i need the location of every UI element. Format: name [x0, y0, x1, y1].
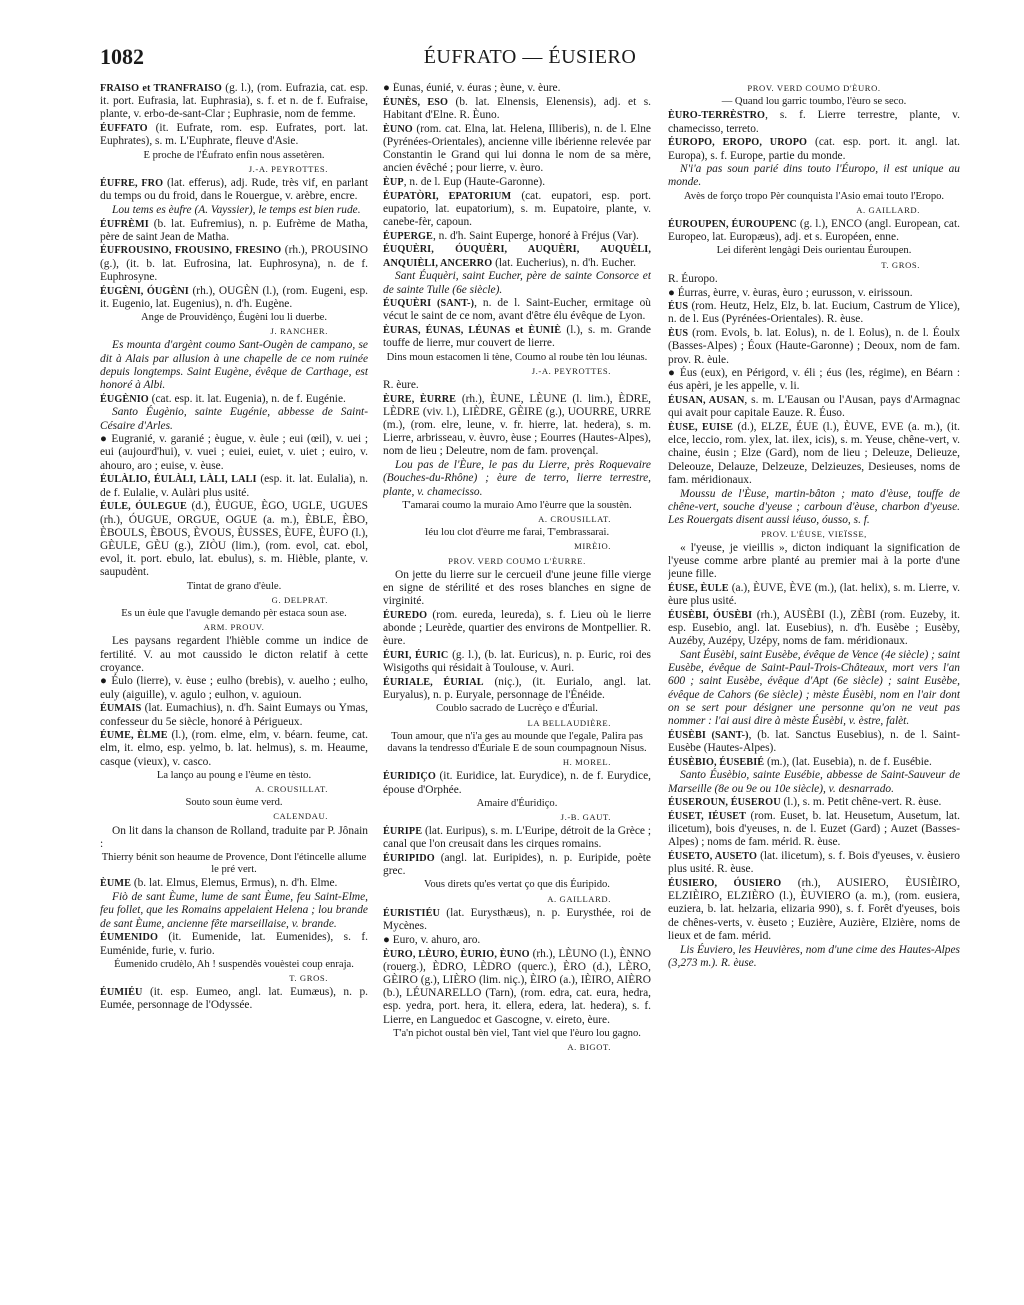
- quote-attribution: PROV. VERD COUMO D'ÈURO.: [747, 83, 881, 93]
- entry-headword: FRAISO et TRANFRAISO: [100, 83, 222, 94]
- dictionary-entry: [668, 729, 960, 755]
- entry-headword: ÉUFFATO: [100, 123, 148, 135]
- quote-attribution: T. GROS.: [289, 972, 328, 983]
- dictionary-entry: [383, 934, 651, 947]
- dictionary-entry: [383, 649, 651, 675]
- verse-quote: Iéu lou clot d'èurre me farai, T'embrassarai.: [424, 527, 610, 539]
- quote-attribution: J.-A. PEYROTTES.: [531, 365, 611, 376]
- verse-quote: E proche de l'Éufrato enfin nous assetèren.: [143, 149, 325, 161]
- entry-headword: ÉUMENIDO: [100, 932, 158, 944]
- verse-quote: Dins moun estacomen li tène, Coumo al roube tèn lou léunas.: [386, 351, 648, 363]
- entry-headword: ÉUMIÉU: [100, 987, 143, 999]
- dictionary-entry: [383, 176, 651, 189]
- entry-headword: ÉUPATÒRI, EPATORIUM: [383, 190, 512, 202]
- entry-definition: ● Eugranié, v. garanié ; èugue, v. èule ; eui (œil), v. uei ; eui (aujourd'hui), v. vuei ; euiei, euiet, v. uiet ; euiro, v. ahouro, aro ; euise, v. èuse.: [100, 433, 368, 472]
- verse-quote: Éumenido crudèlo, Ah ! suspendès vouèstei coup enraja.: [114, 958, 354, 970]
- entry-definition: (rom. Evols, b. lat. Eolus), n. de l. Eolus), n. de l. Éoulx (Basses-Alpes) ; Éoux (Haute-Garonne) ; Deoux, nom de fam. prov. R. èule.: [668, 327, 960, 366]
- dictionary-entry: [100, 285, 368, 311]
- dictionary-entry: [383, 190, 651, 230]
- entry-headword: ÉUSÈBI, ÓUSÈBI: [668, 609, 753, 621]
- quote-attribution: PROV. L'ÉUSE, VIEÏSSE,: [761, 528, 867, 539]
- usage-example: Lou tems es èufre (A. Vayssier), le temps est bien rude.: [112, 203, 361, 216]
- dictionary-entry: [100, 500, 368, 579]
- entry-definition: (l.), s. m. Petit chêne-vert. R. èuse.: [780, 796, 942, 809]
- entry-definition: , n. de l. Eup (Haute-Garonne).: [403, 175, 546, 188]
- entry-headword: ÉUSETO, AUSETO: [668, 851, 758, 863]
- dictionary-entry: [383, 96, 651, 122]
- entry-definition: , n. de l. Saint-Eucher, ermitage où vécut le saint de ce nom, avant d'être élu évêque de Lyon.: [383, 297, 651, 323]
- entry-definition: R. èure.: [383, 378, 419, 391]
- dictionary-entry: [668, 273, 960, 286]
- dictionary-entry: [383, 230, 651, 243]
- entry-headword: ÉUROUPEN, ÉUROUPENC: [668, 219, 797, 231]
- entry-definition: (g. l.), (b. lat. Euricus), n. p. Euric, roi des Wisigoths qui résidait à Toulouse, v. Auri.: [383, 649, 651, 675]
- entry-headword: ÉUNÈS, ESO: [383, 96, 449, 108]
- dictionary-entry: [668, 609, 960, 649]
- entry-definition: (rom. eureda, leureda), s. f. Lieu où le lierre abonde ; Leurède, quartier des environs de Montpellier. R. èure.: [383, 608, 651, 648]
- dictionary-entry: [383, 825, 651, 851]
- entry-headword: ÉURISTIÉU: [383, 907, 440, 919]
- dictionary-entry: [100, 433, 368, 473]
- column-2: [383, 82, 651, 1277]
- dictionary-entry: [668, 756, 960, 769]
- quote-attribution: T. GROS.: [881, 259, 920, 270]
- entry-definition: , s. f. Lierre terrestre, plante, v. chamecisso, terreto.: [668, 109, 960, 135]
- entry-headword: ÉULÀLIO, ÉULÀLI, LÀLI, LALI: [100, 474, 257, 486]
- entry-definition: (d.), ÈUGUE, ÈGO, UGLE, UGUES (rh.), ÓUGUE, ORGUE, OGUE (a. m.), ÈBLE, ÈBO, ÈBOULS, ÈBOUS, ÈVOUS, ÈUSSES, ÈUFE, ÈUFO (l.), GÈULE, GÈU (g.), ZIÒU (lim.), (rom. evol, cat. ebol, evol, it. port. ebulo, lat. ebulus), s. m. Hièble, plante, v. saupudènt.: [100, 500, 368, 579]
- commentary-paragraph: « l'yeuse, je vieillis », dicton indiquant la signification de l'yeuse comme arbre planté au premier mai à la porte d'une jeune fille.: [668, 541, 960, 581]
- running-title: ÉUFRATO — ÉUSIERO: [423, 46, 637, 68]
- entry-headword: ÉUQUÈRI, ÓUQUÈRI, AUQUÈRI, AUQUÈLI, ANQUIÈLI, ANCERRO: [383, 244, 651, 269]
- entry-definition: (b. lat. Elmus, Elemus, Ermus), n. d'h. Elme.: [130, 877, 338, 890]
- entry-definition: ● Éus (eux), en Périgord, v. éli ; éus (les, régime), en Béarn : éus apèri, je les appelle, v. li.: [668, 367, 960, 393]
- usage-example: Santo Éugènio, sainte Eugénie, abbesse de Saint-Césaire d'Arles.: [100, 406, 368, 432]
- entry-headword: ÉUGÈNI, ÓUGÈNI: [100, 285, 189, 297]
- entry-definition: (b. lat. Elnensis, Elenensis), adj. et s. Habitant d'Elne. R. Èuno.: [383, 95, 651, 121]
- dictionary-entry: [100, 877, 368, 890]
- entry-headword: ÈUNO: [383, 123, 413, 135]
- dictionary-entry: [100, 177, 368, 203]
- usage-example: Lis Éuviero, les Heuvières, nom d'une cime des Hautes-Alpes (3,273 m.). R. èuse.: [668, 943, 960, 969]
- quote-attribution: A. CROUSILLAT.: [538, 514, 611, 524]
- entry-definition: (g. l.), ENCO (angl. European, cat. Europeo, lat. Europæus), adj. et s. Européen, enne.: [668, 218, 960, 244]
- quote-attribution: H. MOREL.: [562, 757, 611, 768]
- entry-headword: ÈURAS, ÉUNAS, LÉUNAS et ÈUNIÈ: [383, 325, 562, 337]
- dictionary-entry: [383, 82, 651, 95]
- entry-definition: (it. Eufrate, rom. esp. Eufrates, port. lat. Euphrates), s. m. L'Euphrate, fleuve d'Asie.: [100, 122, 368, 148]
- entry-headword: ÉUFRE, FRO: [100, 177, 164, 189]
- page-header: [100, 44, 960, 74]
- entry-definition: , s. m. L'Eausan ou l'Ausan, pays d'Armagnac qui avait pour capitale Eauze. R. Éuso.: [668, 394, 960, 420]
- dictionary-entry: [100, 729, 368, 769]
- entry-headword: ÉUSET, IÉUSET: [668, 810, 747, 822]
- verse-quote: T'a'n pichot oustal bèn viel, Tant viel que l'èuro lou gagno.: [393, 1027, 641, 1039]
- entry-headword: ÉUGÈNIO: [100, 393, 149, 405]
- dictionary-entry: [668, 877, 960, 943]
- entry-definition: (angl. lat. Euripides), n. p. Euripide, poète grec.: [383, 852, 651, 878]
- dictionary-entry: [383, 123, 651, 176]
- entry-definition: (rh.), LÈUNO (l.), ÈNNO (rouerg.), ÈDRO, LÈDRO (querc.), ÈRO (d.), LÈRO, GÈIRO (g.), LIÈRO (lim. niç.), ÈIRO (a.), IÈIRO, AIÈRO (b.), LÉUNARELLO (Tarn), (rom. edra, cat. eura, hedra, esp. yedra, port. hera, it. ellera, edera, lat. hedera), s. f. Lierre, en Languedoc et Gascogne, v. eireto, èure.: [383, 947, 651, 1026]
- entry-definition: (rh.), OUGÈN (l.), (rom. Eugeni, esp. it. Eugenio, lat. Eugenius), n. d'h. Eugène.: [100, 284, 368, 310]
- entry-definition: (cat. eupatori, esp. port. eupatorio, lat. eupatorium), s. m. Eupatoire, plante, v. canebe-fèr, capoun.: [383, 189, 651, 229]
- entry-definition: (cat. esp. it. lat. Eugenia), n. de f. Eugénie.: [148, 392, 346, 405]
- dictionary-entry: [100, 82, 368, 122]
- entry-definition: ● Éurras, èurre, v. èuras, èuro ; eurusson, v. eirissoun.: [668, 286, 913, 299]
- entry-headword: ÉUSIERO, ÓUSIERO: [668, 877, 782, 889]
- entry-definition: (lat. ilicetum), s. f. Bois d'yeuses, v. èusiero plus usité. R. èuse.: [668, 850, 960, 876]
- entry-headword: ÉUREDO: [383, 609, 428, 621]
- entry-headword: ÈURO, LÈURO, ÈURIO, ÈUNO: [383, 948, 530, 960]
- verse-quote: Tintat de grano d'èule.: [186, 580, 282, 592]
- usage-example: Es mounta d'argènt coumo Sant-Ougèn de campano, se dit à Alais par allusion à une chapelle de ce nom ruinée depuis longtemps. Saint Eugène, évêque de Carthage, est honoré à Albi.: [100, 339, 368, 391]
- quote-attribution: J. RANCHER.: [270, 326, 328, 337]
- verse-quote: Avès de forço tropo Pèr counquista l'Asio emai touto l'Eropo.: [683, 190, 945, 202]
- entry-definition: (rom. cat. Elna, lat. Helena, Illiberis), n. de l. Elne (Pyrénées-Orientales), ancienne ville ibérienne relevée par Constantin le Grand qui lui donna le nom de sa mère, ancien évêché ; pour lierre, v. èuro.: [383, 122, 651, 175]
- quote-attribution: PROV. VERD COUMO L'ÈURRE.: [448, 555, 586, 566]
- entry-definition: (rh.), PROUSINO (g.), (it. b. lat. Eufrosina, lat. Euphrosyna), n. de f. Euphrosyne.: [100, 244, 368, 283]
- entry-definition: (g. l.), (rom. Eufrazia, cat. esp. it. port. Eufrasia, lat. Euphrasia), s. f. et n. de f. Eufraise, plante, v. erbo-de-sant-Clar ; Euphrasie, nom de femme.: [100, 82, 368, 121]
- quote-attribution: A. CROUSILLAT.: [255, 784, 328, 795]
- dictionary-entry: [668, 421, 960, 487]
- entry-headword: ÉUS: [668, 301, 689, 313]
- verse-quote: Vous direts qu'es vertat ço que dis Éuripido.: [424, 879, 610, 891]
- dictionary-entry: [383, 852, 651, 878]
- verse-quote: Thierry bénit son heaume de Provence, Dont l'étincelle allume le pré vert.: [101, 852, 367, 876]
- page-number: 1082: [100, 44, 144, 69]
- verse-quote: T'amarai coumo la muraio Amo l'èurre que la soustèn.: [402, 499, 632, 511]
- entry-definition: (b. lat. Eufremius), n. p. Eufrème de Matha, père de saint Jean de Matha.: [100, 217, 368, 243]
- commentary-paragraph: On jette du lierre sur le cercueil d'une jeune fille vierge en signe de stérilité et des roses blanches en signe de virginité.: [383, 568, 651, 608]
- verse-quote: Ange de Prouvidènço, Éugèni lou li duerbe.: [141, 311, 327, 323]
- dictionary-entry: [383, 770, 651, 796]
- entry-definition: (rh.), AUSIERO, ÈUSIÈIRO, ELZIÈIRO, ELZIÈRO (l.), ÈUVIERO (a. m.), (rom. eusiera, euziera, b. lat. helzaria, elizaria 990), s. f. Forêt d'yeuses, bois de chênes-verts, v. èuseto ; Euzière, Auzière, Elzière, noms de lieux et de fam. mérid.: [668, 876, 960, 942]
- dictionary-entry: [668, 218, 960, 244]
- dictionary-entry: [668, 300, 960, 326]
- quote-attribution: J.-A. PEYROTTES.: [248, 163, 328, 174]
- entry-definition: (lat. Eumachius), n. d'h. Saint Eumays ou Ymas, confesseur du 5e siècle, honoré à Périgueux.: [100, 702, 368, 728]
- dictionary-entry: [668, 394, 960, 420]
- entry-definition: (lat. efferus), adj. Rude, très vif, en parlant du temps ou du froid, dans le Rouergue, v. arèbre, encre.: [100, 176, 368, 203]
- entry-definition: (lat. Eucherius), n. d'h. Eucher.: [492, 256, 637, 269]
- column-1: [100, 82, 368, 1277]
- quote-attribution: A. BIGOT.: [567, 1041, 611, 1052]
- entry-headword: ÉURIDIÇO: [383, 771, 436, 783]
- dictionary-entry: [100, 393, 368, 406]
- entry-headword: ÉUSÈBIO, ÉUSEBIÉ: [668, 756, 765, 768]
- verse-quote: Toun amour, que n'i'a ges au mounde que l'egale, Palira pas davans la tendresso d'Éuriale E de soun coumpagnoun Nisus.: [387, 730, 647, 754]
- dictionary-entry: [100, 244, 368, 284]
- entry-headword: ÉULE, ÓULEGUE: [100, 501, 187, 513]
- commentary-paragraph: Les paysans regardent l'hièble comme un indice de fertilité. V. au mot caussido le dicton relatif à cette croyance.: [100, 635, 368, 674]
- verse-quote: Es un èule que l'avugle demando pèr estaca soun ase.: [121, 607, 347, 619]
- dictionary-entry: [668, 850, 960, 876]
- quote-attribution: CALENDAU.: [273, 811, 328, 822]
- dictionary-entry: [383, 393, 651, 459]
- entry-headword: ÈUS: [668, 328, 689, 340]
- entry-definition: , (b. lat. Sanctus Eusebius), n. de l. Saint-Eusèbe (Hautes-Alpes).: [668, 728, 960, 754]
- dictionary-entry: [100, 931, 368, 957]
- usage-example: Sant Éuquèri, saint Eucher, père de sainte Consorce et de sainte Tulle (6e siècle).: [383, 270, 651, 296]
- usage-example: Sant Éusèbi, saint Eusèbe, évêque de Vence (4e siècle) ; saint Eusèbe, évêque de Saint-Paul-Trois-Châteaux, mort vers l'an 600 ; saint Eusèbe, évêque d'Apt (6e siècle) ; saint Eusèbe, évêque de Cahors (6e siècle) ; mèste Éusèbi, nom en l'air dont on se sert pour désigner une personne qu'on ne veut pas nommer : l'ai ausi dire à mèste Éusèbi, v. èstre, falèt.: [668, 649, 960, 728]
- entry-headword: ÉUSE, ÈULE: [668, 583, 729, 595]
- dictionary-entry: [100, 986, 368, 1012]
- entry-definition: ● Éulo (lierre), v. èuse ; eulho (brebis), v. auelho ; eulho, euly (aiguille), v. agulo ; eulhon, v. aguioun.: [100, 675, 368, 701]
- entry-definition: (esp. it. lat. Eulalia), n. de f. Eulalie, v. Aulàri plus usité.: [100, 473, 368, 499]
- entry-headword: ÉURIALE, ÉURIAL: [383, 676, 484, 688]
- entry-headword: ÉURI, ÉURIC: [383, 650, 449, 662]
- quote-attribution: MIRÈIO.: [574, 541, 611, 552]
- entry-definition: (rh.), ÈUNE, LÈUNE (l. lim.), ÈDRE, LÈDRE (viv. l.), LIÈDRE, GÈIRE (g.), UOURRE, URRE (m.), (rom. elre, leune, v. fr. hierre, lat. hedera), s. m. Lierre, arbrisseau, v. èuvro, èuse ; Eourres (Hautes-Alpes), nom de lieu ; Deleutre, nom de fam. provençal.: [383, 392, 651, 458]
- verse-quote: La lanço au poung e l'èume en tèsto.: [156, 769, 312, 781]
- quote-attribution: J.-B. GAUT.: [560, 811, 611, 822]
- dictionary-entry: [100, 702, 368, 728]
- commentary-paragraph: On lit dans la chanson de Rolland, traduite par P. Jônain :: [100, 824, 368, 850]
- dictionary-entry: [668, 582, 960, 608]
- entry-headword: ÈURO-TERRÈSTRO: [668, 110, 766, 122]
- entry-headword: ÉUFRÈMI: [100, 218, 149, 230]
- entry-headword: ÉUSAN, AUSAN: [668, 395, 745, 407]
- entry-definition: (l.), s. m. Grande touffe de lierre, mur couvert de lierre.: [383, 324, 651, 350]
- verse-quote: — Quand lou garric toumbo, l'èuro se seco.: [721, 96, 907, 108]
- entry-headword: ÉUMAIS: [100, 703, 142, 715]
- usage-example: Lou pas de l'Èure, le pas du Lierre, près Roquevaire (Bouches-du-Rhône) ; èure de terro, lierre terrestre, plante, v. chamecisso.: [383, 459, 651, 498]
- dictionary-entry: [100, 122, 368, 148]
- column-3: [668, 82, 960, 1277]
- dictionary-entry: [383, 609, 651, 649]
- dictionary-entry: [100, 218, 368, 244]
- entry-definition: (it. esp. Eumeo, angl. lat. Eumæus), n. p. Eumée, personnage de l'Odyssée.: [100, 986, 368, 1012]
- dictionary-entry: [668, 136, 960, 162]
- usage-example: Santo Éusèbio, sainte Eusébie, abbesse de Saint-Sauveur de Marseille (8e ou 9e ou 10e siècle), v. desnarrado.: [668, 769, 960, 795]
- quote-attribution: LA BELLAUDIÈRE.: [527, 717, 611, 728]
- dictionary-entry: [668, 367, 960, 393]
- dictionary-entry: [668, 796, 960, 809]
- dictionary-entry: [100, 473, 368, 499]
- usage-example: N'i'a pas soun parié dins touto l'Éuropo, il est unique au monde.: [668, 163, 960, 189]
- entry-definition: (rom. Euset, b. lat. Heusetum, Ausetum, lat. ilicetum), bois d'yeuses, n. de l. Euzet (Gard) ; Auzet (Basses-Alpes) ; noms de fam. mérid. R. èuse.: [668, 809, 960, 849]
- dictionary-entry: [668, 287, 960, 300]
- entry-definition: ● Éunas, éunié, v. éuras ; èune, v. èure.: [383, 82, 561, 94]
- entry-headword: ÉUPERGE: [383, 230, 433, 242]
- dictionary-entry: [383, 676, 651, 702]
- verse-quote: Lei diferènt lengàgi Deis ourientau Éuroupen.: [716, 245, 912, 257]
- entry-headword: ÈUME: [100, 878, 131, 890]
- quote-attribution: ARM. PROUV.: [203, 622, 265, 633]
- entry-definition: (cat. esp. port. it. angl. lat. Europa), s. f. Europe, partie du monde.: [668, 136, 960, 162]
- entry-definition: R. Éuropo.: [668, 272, 718, 285]
- verse-quote: Souto soun èume verd.: [185, 797, 283, 809]
- entry-headword: ÉURIPIDO: [383, 853, 435, 865]
- verse-quote: Amaire d'Éuridiço.: [476, 797, 558, 809]
- entry-definition: , n. d'h. Saint Euperge, honoré à Fréjus (Var).: [432, 229, 639, 242]
- entry-headword: ÈUP: [383, 176, 404, 188]
- entry-definition: (niç.), (it. Eurialo, angl. lat. Euryalus), n. p. Euryale, personnage de l'Énéide.: [383, 675, 651, 702]
- dictionary-entry: [383, 324, 651, 350]
- quote-attribution: A. GAILLARD.: [856, 204, 920, 215]
- entry-headword: ÉURIPE: [383, 826, 423, 838]
- verse-quote: Coublo sacrado de Lucrèço e d'Éurial.: [436, 703, 598, 715]
- usage-example: Moussu de l'Èuse, martin-bâton ; mato d'èuse, touffe de chêne-vert, souche d'yeuse ; carboun d'èuse, charbon d'yeuse. Les Rouergats disent aussi iéuso, óusso, s. f.: [668, 487, 960, 526]
- entry-headword: ÉUQUÈRI (SANT-): [383, 298, 475, 310]
- entry-definition: (a.), ÈUVE, ÈVE (m.), (lat. helix), s. m. Lierre, v. èure plus usité.: [668, 582, 960, 608]
- entry-headword: ÉUSEROUN, ÉUSEROU: [668, 797, 781, 809]
- entry-definition: (d.), ELZE, ÉUE (l.), ÈUVE, EVE (a. m.), (it. elce, leccio, rom. ylex, lat. ilex, icis), s. m. Yeuse, chêne-vert, v. chaine, éusin ; Elze (Gard), nom de lieu ; Deleuze, Delieuze, Deleouze, Delauze, Delzeuze, Delzieuzes, Desieuses, noms de fam. méridionaux.: [668, 421, 960, 486]
- entry-headword: ÉUFROUSINO, FROUSINO, FRESINO: [100, 245, 282, 257]
- quote-attribution: A. GAILLARD.: [547, 893, 611, 904]
- entry-definition: (m.), (lat. Eusebia), n. de f. Eusébie.: [764, 755, 932, 768]
- dictionary-entry: [383, 948, 651, 1027]
- dictionary-entry: [668, 810, 960, 850]
- entry-headword: ÈUSE, EUISE: [668, 422, 734, 434]
- dictionary-entry: [383, 297, 651, 323]
- entry-definition: (rom. Heutz, Helz, Elz, b. lat. Eucium, Castrum de Ylice), n. de l. Eus (Pyrénées-Orientales). R. èuse.: [668, 300, 960, 326]
- dictionary-entry: [383, 907, 651, 933]
- entry-definition: (l.), (rom. elme, elm, v. béarn. feume, cat. elm, it. elmo, esp. yelmo, b. lat. helmus), s. m. Heaume, casque (vieux), v. casco.: [100, 729, 368, 768]
- entry-headword: ÉUSÈBI (SANT-): [668, 729, 749, 741]
- entry-definition: (it. Euridice, lat. Eurydice), n. de f. Eurydice, épouse d'Orphée.: [383, 770, 651, 796]
- entry-headword: ÈURE, ÈURRE: [383, 393, 457, 405]
- usage-example: Fiò de sant Èume, lume de sant Èume, feu Saint-Elme, feu follet, que les Romains appelaient Helena ; lou brande de sant Èume, ancienne fête marseillaise, v. brande.: [100, 891, 368, 930]
- dictionary-entry: [668, 109, 960, 135]
- entry-headword: ÉUROPO, EROPO, UROPO: [668, 137, 808, 149]
- quote-attribution: G. DELPRAT.: [271, 594, 328, 605]
- entry-definition: (lat. Euripus), s. m. L'Euripe, détroit de la Grèce ; canal que l'on creusait dans les cirques romains.: [383, 825, 651, 851]
- dictionary-entry: [668, 327, 960, 367]
- entry-definition: (rh.), AUSÈBI (l.), ZÈBI (rom. Euzeby, it. esp. Eusebio, angl. lat. Eusebius), n. d'h. Eusèbe ; Eusèby, Auzéby, Auzépy, Uzépy, noms de fam. méridionaux.: [668, 608, 960, 648]
- dictionary-entry: [383, 379, 651, 392]
- entry-definition: (it. Eumenide, lat. Eumenides), s. f. Euménide, furie, v. furio.: [100, 931, 368, 957]
- entry-definition: ● Euro, v. ahuro, aro.: [383, 933, 481, 946]
- entry-headword: ÉUME, ÈLME: [100, 730, 168, 742]
- entry-definition: (lat. Eurysthæus), n. p. Eurysthée, roi de Mycènes.: [383, 906, 651, 933]
- dictionary-entry: [100, 675, 368, 701]
- dictionary-entry: [383, 243, 651, 269]
